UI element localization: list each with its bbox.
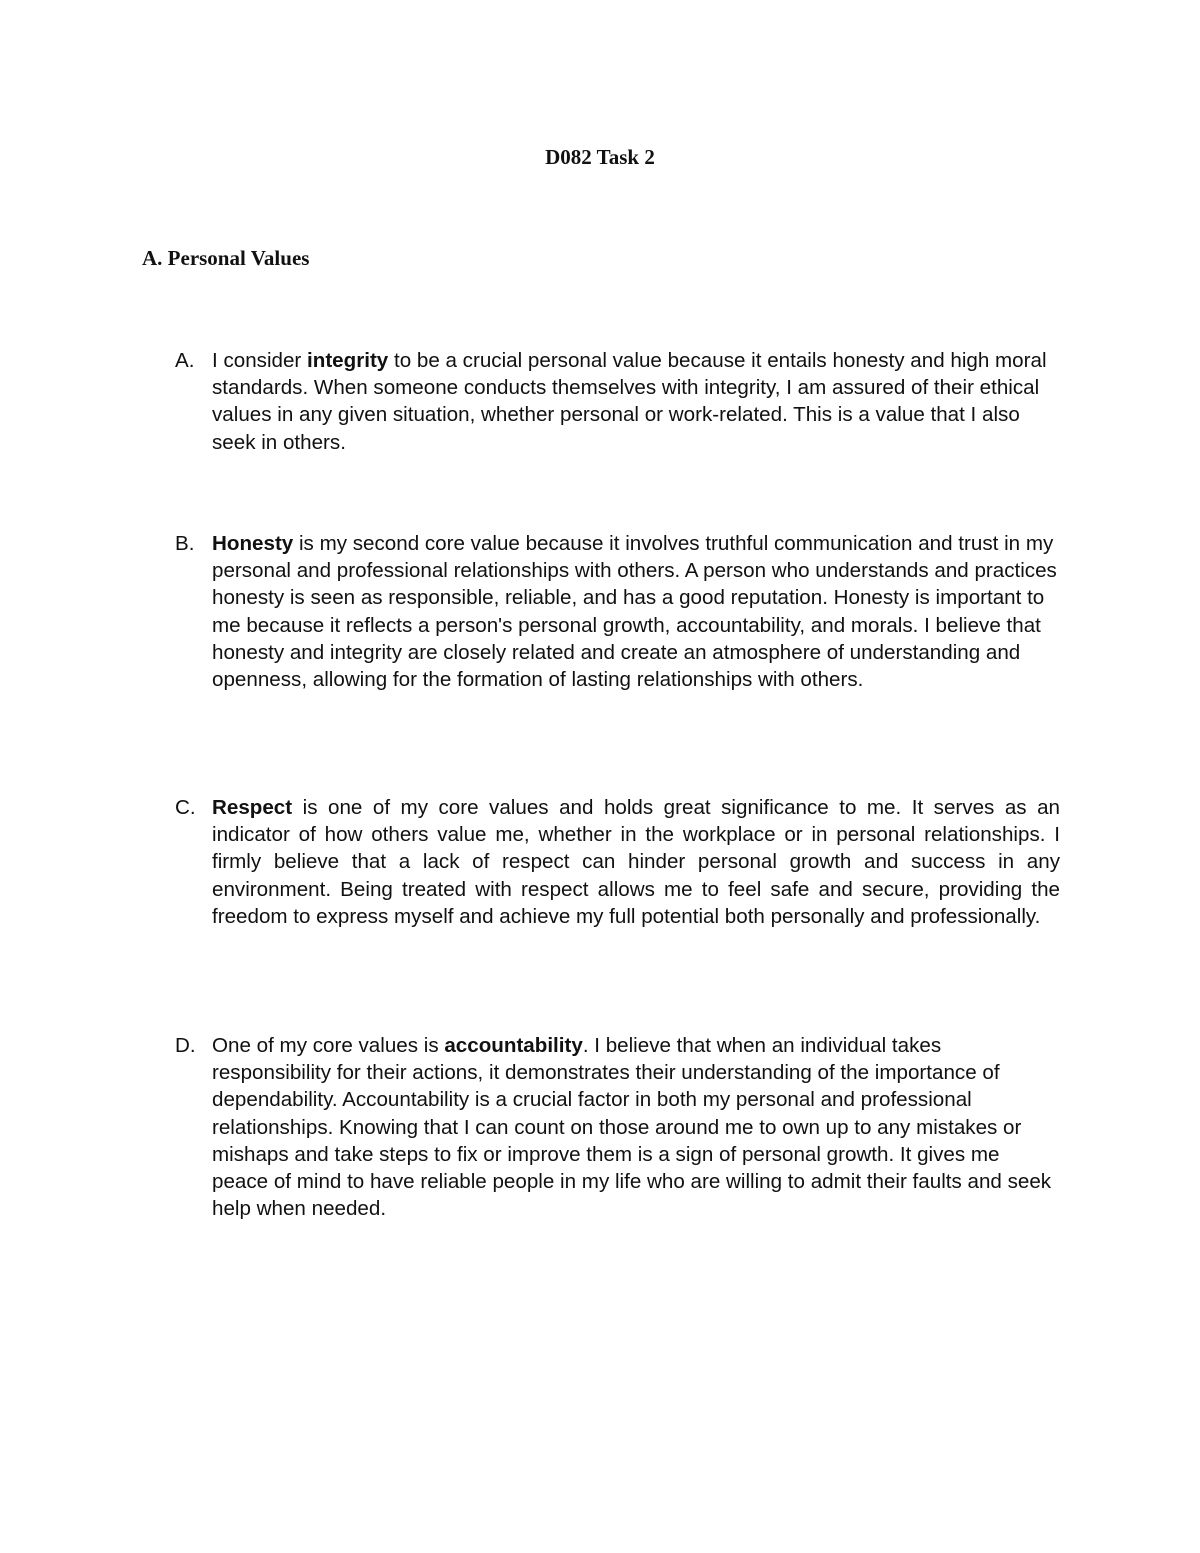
list-marker: C.	[175, 796, 196, 819]
keyword-honesty: Honesty	[212, 532, 294, 555]
list-item-respect	[175, 794, 1065, 930]
list-marker: B.	[175, 532, 195, 555]
paragraph-honesty	[212, 530, 1060, 693]
list-item-accountability	[175, 1032, 1065, 1222]
keyword-respect: Respect	[212, 796, 293, 819]
section-heading: A. Personal Values	[142, 246, 310, 270]
paragraph-text: to be a crucial personal value because it entails honesty and high moral standards. When someone conducts themselves with integrity, I am assured of their ethical values in any given situation, whether personal or work-related. This is a value that I also seek in others.	[212, 349, 1047, 454]
keyword-accountability: accountability	[444, 1034, 583, 1057]
paragraph-text: is my second core value because it involves truthful communication and trust in my personal and professional relationships with others. A person who understands and practices honesty is seen as responsible, reliable, and has a good reputation. Honesty is important to me because it reflects a person's personal growth, accountability, and morals. I believe that honesty and integrity are closely related and create an atmosphere of understanding and openness, allowing for the formation of lasting relationships with others.	[212, 532, 1057, 692]
paragraph-integrity	[212, 347, 1060, 456]
list-marker: A.	[175, 349, 195, 372]
keyword-integrity: integrity	[307, 349, 389, 372]
paragraph-accountability	[212, 1032, 1060, 1222]
list-marker: D.	[175, 1034, 196, 1057]
paragraph-text: . I believe that when an individual takes responsibility for their actions, it demonstrates their understanding of the importance of dependability. Accountability is a crucial factor in both my personal and professional relationships. Knowing that I can count on those around me to own up to any mistakes or mishaps and take steps to fix or improve them is a sign of personal growth. It gives me peace of mind to have reliable people in my life who are willing to admit their faults and seek help when needed.	[212, 1034, 1052, 1221]
paragraph-respect	[212, 794, 1060, 930]
document-title: D082 Task 2	[545, 145, 655, 169]
list-item-honesty	[175, 530, 1065, 693]
paragraph-text: I consider	[212, 349, 308, 372]
paragraph-text: One of my core values is	[212, 1034, 445, 1057]
list-item-integrity	[175, 347, 1065, 456]
paragraph-text: is one of my core values and holds great significance to me. It serves as an indicator of how others value me, whether in the workplace or in personal relationships. I firmly believe that a lack of respect can hinder personal growth and success in any environment. Being treated with respect allows me to feel safe and secure, providing the freedom to express myself and achieve my full potential both personally and professionally.	[212, 796, 1060, 928]
